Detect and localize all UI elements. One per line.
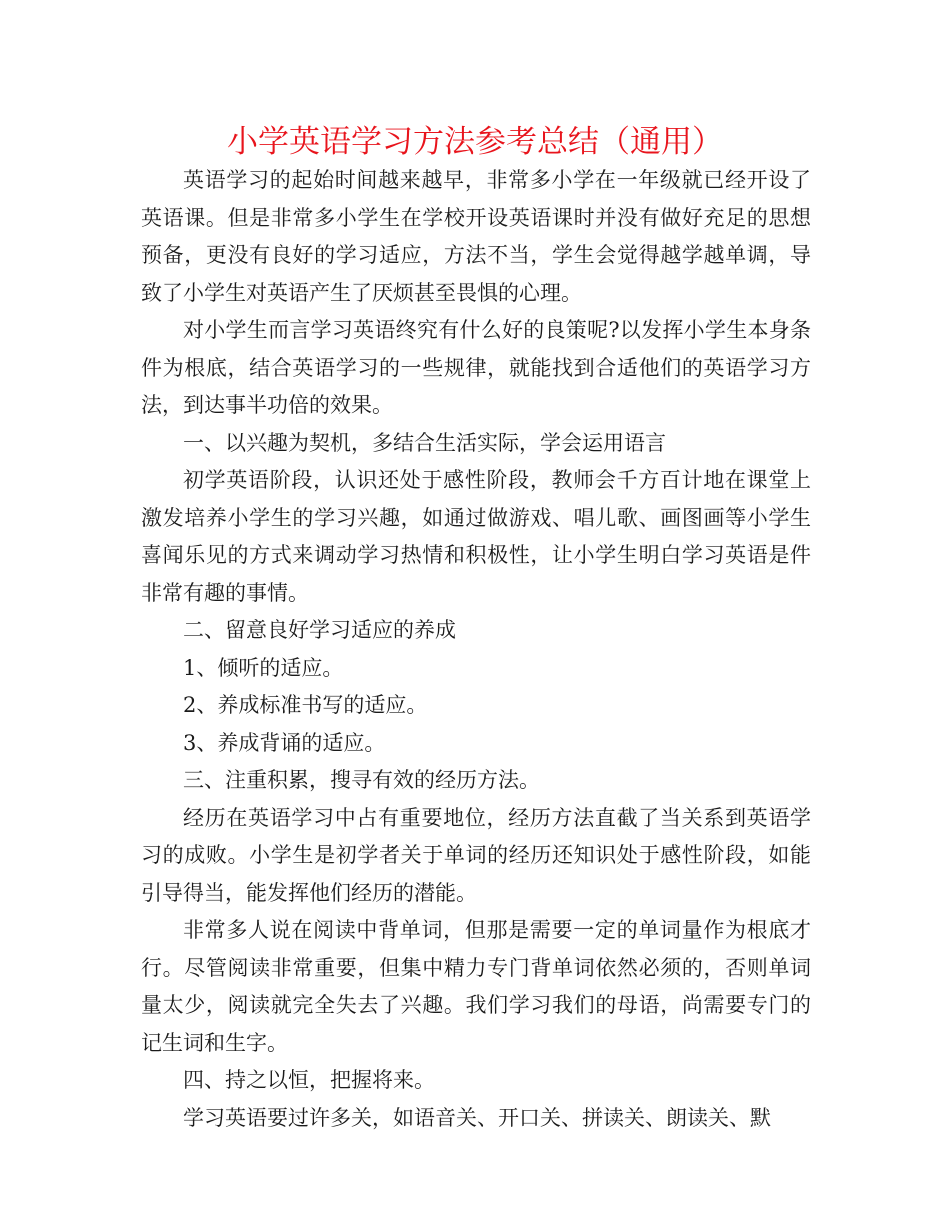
list-item-writing: 2、养成标准书写的适应。 bbox=[183, 693, 428, 717]
list-item-reciting: 3、养成背诵的适应。 bbox=[183, 730, 386, 755]
paragraph-memory: 经历在英语学习中占有重要地位，经历方法直截了当关系到英语学习的成败。小学生是初学者关于单词的经历还知识处于感性阶段，如能引导得当，能发挥他们经历的潜能。 bbox=[141, 805, 811, 905]
document-body bbox=[141, 162, 811, 1137]
section-heading-1: 一、以兴趣为契机，多结合生活实际，学会运用语言 bbox=[183, 430, 666, 455]
paragraph-persistence: 学习英语要过许多关，如语音关、开口关、拼读关、朗读关、默 bbox=[183, 1105, 771, 1130]
paragraph-interest: 初学英语阶段，认识还处于感性阶段，教师会千方百计地在课堂上激发培养小学生的学习兴趣，如通过做游戏、唱儿歌、画图画等小学生喜闻乐见的方式来调动学习热情和积极性，让小学生明白学习英语是件非常有趣的事情。 bbox=[141, 468, 811, 605]
paragraph-intro: 英语学习的起始时间越来越早，非常多小学在一年级就已经开设了英语课。但是非常多小学生在学校开设英语课时并没有做好充足的思想预备，更没有良好的学习适应，方法不当，学生会觉得越学越单调，导致了小学生对英语产生了厌烦甚至畏惧的心理。 bbox=[141, 168, 811, 305]
document-title: 小学英语学习方法参考总结（通用） bbox=[227, 124, 723, 160]
section-heading-2: 二、留意良好学习适应的养成 bbox=[183, 618, 456, 642]
paragraph-reading: 非常多人说在阅读中背单词，但那是需要一定的单词量作为根底才行。尽管阅读非常重要，但集中精力专门背单词依然必须的，否则单词量太少，阅读就完全失去了兴趣。我们学习我们的母语，尚需要专门的记生词和生字。 bbox=[141, 918, 811, 1055]
section-heading-4: 四、持之以恒，把握将来。 bbox=[183, 1068, 435, 1092]
section-heading-3: 三、注重积累，搜寻有效的经历方法。 bbox=[183, 768, 540, 792]
list-item-listening: 1、倾听的适应。 bbox=[183, 655, 344, 680]
paragraph-strategy: 对小学生而言学习英语终究有什么好的良策呢?以发挥小学生本身条件为根底，结合英语学习的一些规律，就能找到合适他们的英语学习方法，到达事半功倍的效果。 bbox=[141, 318, 811, 417]
